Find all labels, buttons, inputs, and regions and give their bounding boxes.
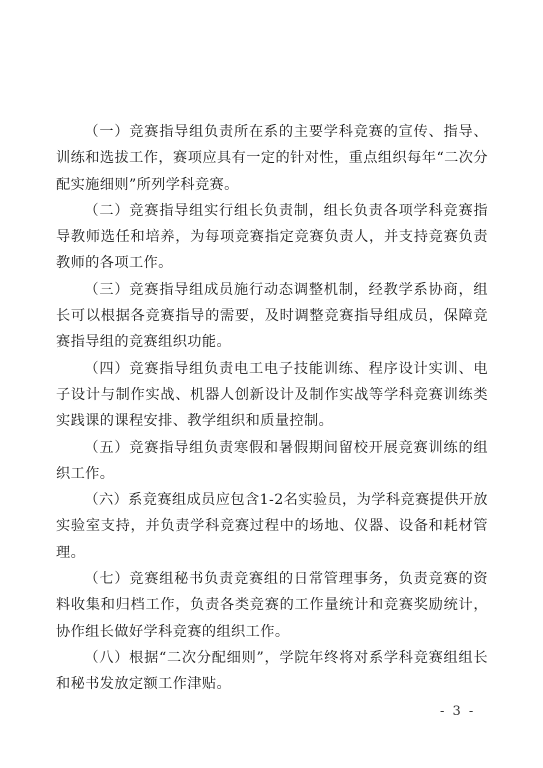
page-number: - 3 -: [440, 704, 476, 719]
paragraph-3: （三）竞赛指导组成员施行动态调整机制，经教学系协商，组长可以根据各竞赛指导的需要，及时调整竞赛指导组成员，保障竞赛指导组的竞赛组织功能。: [56, 281, 488, 351]
paragraph-5: （五）竞赛指导组负责寒假和暑假期间留校开展竞赛训练的组织工作。: [56, 439, 488, 482]
document-body: [56, 119, 488, 698]
paragraph-1: （一）竞赛指导组负责所在系的主要学科竞赛的宣传、指导、训练和选拔工作，赛项应具有一定的针对性，重点组织每年“二次分配实施细则”所列学科竞赛。: [56, 124, 488, 193]
paragraph-7: （七）竞赛组秘书负责竞赛组的日常管理事务，负责竞赛的资料收集和归档工作，负责各类竞赛的工作量统计和竞赛奖励统计，协作组长做好学科竞赛的组织工作。: [56, 571, 488, 640]
paragraph-2: （二）竞赛指导组实行组长负责制，组长负责各项学科竞赛指导教师选任和培养，为每项竞赛指定竞赛负责人，并支持竞赛负责教师的各项工作。: [56, 202, 488, 272]
paragraph-6: （六）系竞赛组成员应包含1-2名实验员，为学科竞赛提供开放实验室支持，并负责学科竞赛过程中的场地、仪器、设备和耗材管理。: [56, 492, 488, 561]
paragraph-4: （四）竞赛指导组负责电工电子技能训练、程序设计实训、电子设计与制作实战、机器人创新设计及制作实战等学科竞赛训练类实践课的课程安排、教学组织和质量控制。: [56, 360, 488, 430]
paragraph-8: （八）根据“二次分配细则”，学院年终将对系学科竞赛组组长和秘书发放定额工作津贴。: [56, 649, 488, 693]
